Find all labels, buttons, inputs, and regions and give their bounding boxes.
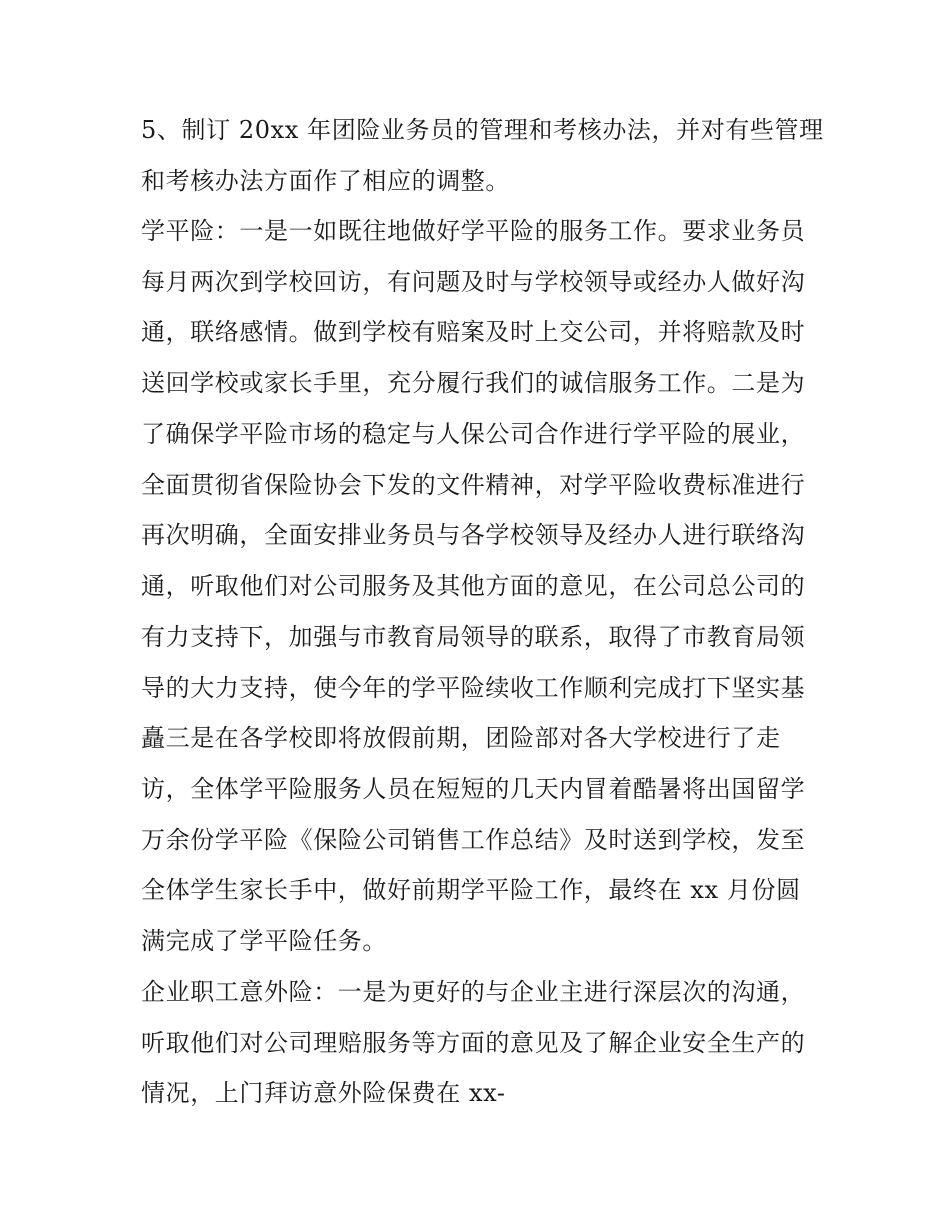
text-line: 企业职工意外险：一是为更好的与企业主进行深层次的沟通， [141,978,806,1006]
text-line: 万余份学平险《保险公司销售工作总结》及时送到学校，发至 [141,826,806,854]
text-line: 访，全体学平险服务人员在短短的几天内冒着酷暑将出国留学 [141,775,806,803]
text-line: 矗三是在各学校即将放假前期，团险部对各大学校进行了走 [141,724,781,752]
text-line: 送回学校或家长手里，充分履行我们的诚信服务工作。二是为 [141,369,806,397]
text-line: 情况，上门拜访意外险保费在 xx- [141,1079,506,1107]
text-line: 通，联络感情。做到学校有赔案及时上交公司，并将赔款及时 [141,318,806,346]
text-line: 再次明确，全面安排业务员与各学校领导及经办人进行联络沟 [141,521,806,549]
text-line: 通，听取他们对公司服务及其他方面的意见，在公司总公司的 [141,572,806,600]
text-line: 全体学生家长手中，做好前期学平险工作，最终在 xx 月份圆 [141,876,801,904]
text-line: 导的大力支持，使今年的学平险续收工作顺利完成打下坚实基 [141,674,806,702]
text-line: 听取他们对公司理赔服务等方面的意见及了解企业安全生产的 [141,1029,806,1057]
text-line: 有力支持下，加强与市教育局领导的联系，取得了市教育局领 [141,623,806,651]
text-line: 每月两次到学校回访，有问题及时与学校领导或经办人做好沟 [141,268,806,296]
text-line: 5、制订 20xx 年团险业务员的管理和考核办法，并对有些管理 [141,116,824,144]
text-line: 学平险：一是一如既往地做好学平险的服务工作。要求业务员 [141,217,806,245]
text-line: 全面贯彻省保险协会下发的文件精神，对学平险收费标准进行 [141,471,806,499]
text-line: 和考核办法方面作了相应的调整。 [141,167,510,195]
text-line: 满完成了学平险任务。 [141,927,387,955]
text-line: 了确保学平险市场的稳定与人保公司合作进行学平险的展业， [141,420,806,448]
